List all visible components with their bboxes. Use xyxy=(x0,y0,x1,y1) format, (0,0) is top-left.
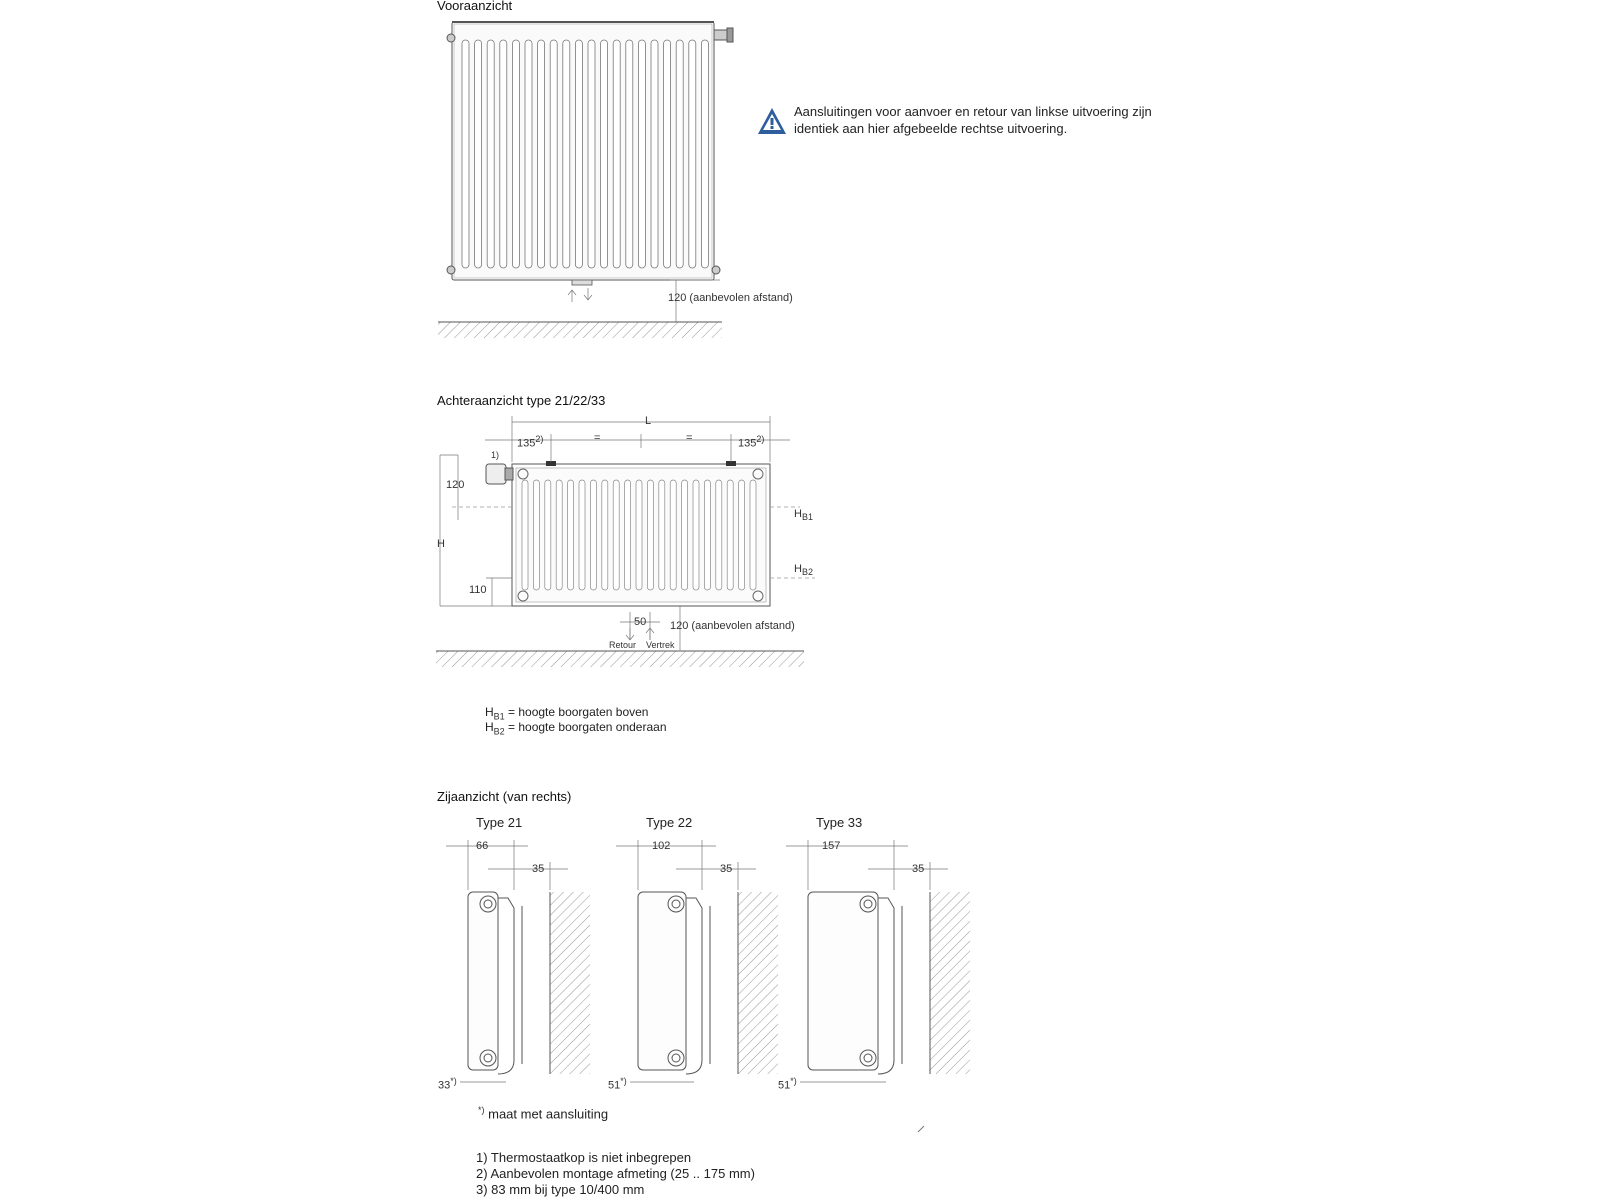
rear-fin xyxy=(590,480,596,590)
rear-fin xyxy=(704,480,710,590)
front-fin xyxy=(613,40,620,268)
front-fin xyxy=(626,40,633,268)
front-fin xyxy=(701,40,708,268)
dim-110-label: 110 xyxy=(469,584,487,596)
rear-fin xyxy=(579,480,585,590)
side-wall-label: 35 xyxy=(912,863,925,875)
rear-view-title: Achteraanzicht type 21/22/33 xyxy=(437,393,606,408)
rear-fin xyxy=(670,480,676,590)
vertrek-label: Vertrek xyxy=(646,640,675,650)
rear-fin xyxy=(602,480,608,590)
front-fin xyxy=(664,40,671,268)
footnote-1: 1) Thermostaatkop is niet inbegrepen xyxy=(476,1150,692,1165)
wall-bracket xyxy=(878,898,894,1074)
side-bottom-label: 51*) xyxy=(608,1076,627,1092)
dim-135-left: 135$^{2)}$ xyxy=(517,434,544,450)
rear-fin xyxy=(750,480,756,590)
side-depth-label: 102 xyxy=(652,840,671,852)
wall-hatch xyxy=(930,892,970,1074)
rear-fin xyxy=(613,480,619,590)
rear-fin xyxy=(636,480,642,590)
side-depth-label: 66 xyxy=(476,840,489,852)
front-view-title: Vooraanzicht xyxy=(437,0,513,13)
rear-fin xyxy=(568,480,574,590)
footnote-marker-1: 1) xyxy=(491,450,500,460)
side-bottom-sup: *) xyxy=(620,1076,627,1086)
rear-fin xyxy=(716,480,722,590)
rear-fin xyxy=(533,480,539,590)
rear-fin xyxy=(545,480,551,590)
wall-bracket xyxy=(498,898,514,1074)
label-HB2: $H_{B2}$ xyxy=(794,563,813,578)
front-fin xyxy=(475,40,482,268)
rear-fin xyxy=(647,480,653,590)
flow-arrows-front xyxy=(568,288,592,302)
dim-120-label: 120 xyxy=(446,479,465,491)
front-fin xyxy=(651,40,658,268)
side-type-label: Type 21 xyxy=(476,815,523,830)
side-view-title: Zijaanzicht (van rechts) xyxy=(437,789,572,804)
retour-label: Retour xyxy=(609,640,637,650)
corner-mark xyxy=(918,1126,924,1132)
front-fin xyxy=(588,40,595,268)
side-view-2 xyxy=(616,840,778,1082)
front-fin xyxy=(563,40,570,268)
side-radiator-body xyxy=(468,892,498,1070)
front-fin xyxy=(538,40,545,268)
front-fin xyxy=(525,40,532,268)
front-fin xyxy=(487,40,494,268)
dim-equal-1: = xyxy=(594,432,601,444)
rear-fin xyxy=(739,480,745,590)
label-HB1: $H_{B1}$ xyxy=(794,508,813,523)
rear-fin xyxy=(682,480,688,590)
side-radiator-body xyxy=(808,892,878,1070)
rear-radiator xyxy=(486,461,770,606)
front-fin xyxy=(601,40,608,268)
footnote-3: 3) 83 mm bij type 10/400 mm xyxy=(476,1182,645,1197)
side-bottom-label: 33*) xyxy=(438,1076,457,1092)
side-bottom-label: 51*) xyxy=(778,1076,797,1092)
front-fin xyxy=(676,40,683,268)
side-bottom-sup: *) xyxy=(790,1076,797,1086)
footnote-2: 2) Aanbevolen montage afmeting (25 .. 175 mm) xyxy=(476,1166,755,1181)
front-distance-label: 120 (aanbevolen afstand) xyxy=(668,292,793,304)
front-radiator xyxy=(447,22,733,285)
dim-equal-2: = xyxy=(686,432,693,444)
side-bottom-sup: *) xyxy=(450,1076,457,1086)
side-depth-label: 157 xyxy=(822,840,841,852)
legend-hb1: $H_{B1}$ = hoogte boorgaten boven xyxy=(485,705,649,722)
rear-fin xyxy=(556,480,562,590)
front-fin xyxy=(512,40,519,268)
side-wall-label: 35 xyxy=(532,863,545,875)
warning-text-line2: identiek aan hier afgebeelde rechtse uitvoering. xyxy=(794,121,1068,136)
rear-fin xyxy=(625,480,631,590)
floor-hatch-rear xyxy=(436,651,804,667)
wall-bracket xyxy=(686,898,702,1074)
side-radiator-body xyxy=(638,892,686,1070)
warning-triangle-icon xyxy=(758,108,786,134)
legend-hb2: $H_{B2}$ = hoogte boorgaten onderaan xyxy=(485,720,667,737)
warning-text-line1: Aansluitingen voor aanvoer en retour van linkse uitvoering zijn xyxy=(794,104,1152,119)
rear-fin xyxy=(659,480,665,590)
side-type-label: Type 33 xyxy=(816,815,863,830)
rear-fin xyxy=(727,480,733,590)
wall-hatch xyxy=(738,892,778,1074)
wall-hatch xyxy=(550,892,590,1074)
side-views xyxy=(446,840,970,1082)
side-view-3 xyxy=(786,840,970,1082)
rear-fin xyxy=(522,480,528,590)
front-fin xyxy=(638,40,645,268)
dim-135-right: 135$^{2)}$ xyxy=(738,434,765,450)
side-wall-label: 35 xyxy=(720,863,733,875)
side-view-1 xyxy=(446,840,590,1082)
front-fin xyxy=(500,40,507,268)
rear-fin xyxy=(693,480,699,590)
dim-H-label: H xyxy=(437,538,445,550)
floor-hatch-front xyxy=(438,322,722,338)
asterisk-note: *) maat met aansluiting xyxy=(478,1105,609,1122)
rear-distance-label: 120 (aanbevolen afstand) xyxy=(670,620,795,632)
front-fin xyxy=(575,40,582,268)
front-fin xyxy=(689,40,696,268)
dim-50-label: 50 xyxy=(634,616,647,628)
side-type-label: Type 22 xyxy=(646,815,693,830)
front-fin xyxy=(550,40,557,268)
front-fin xyxy=(462,40,469,268)
dim-L-label: L xyxy=(645,415,652,427)
